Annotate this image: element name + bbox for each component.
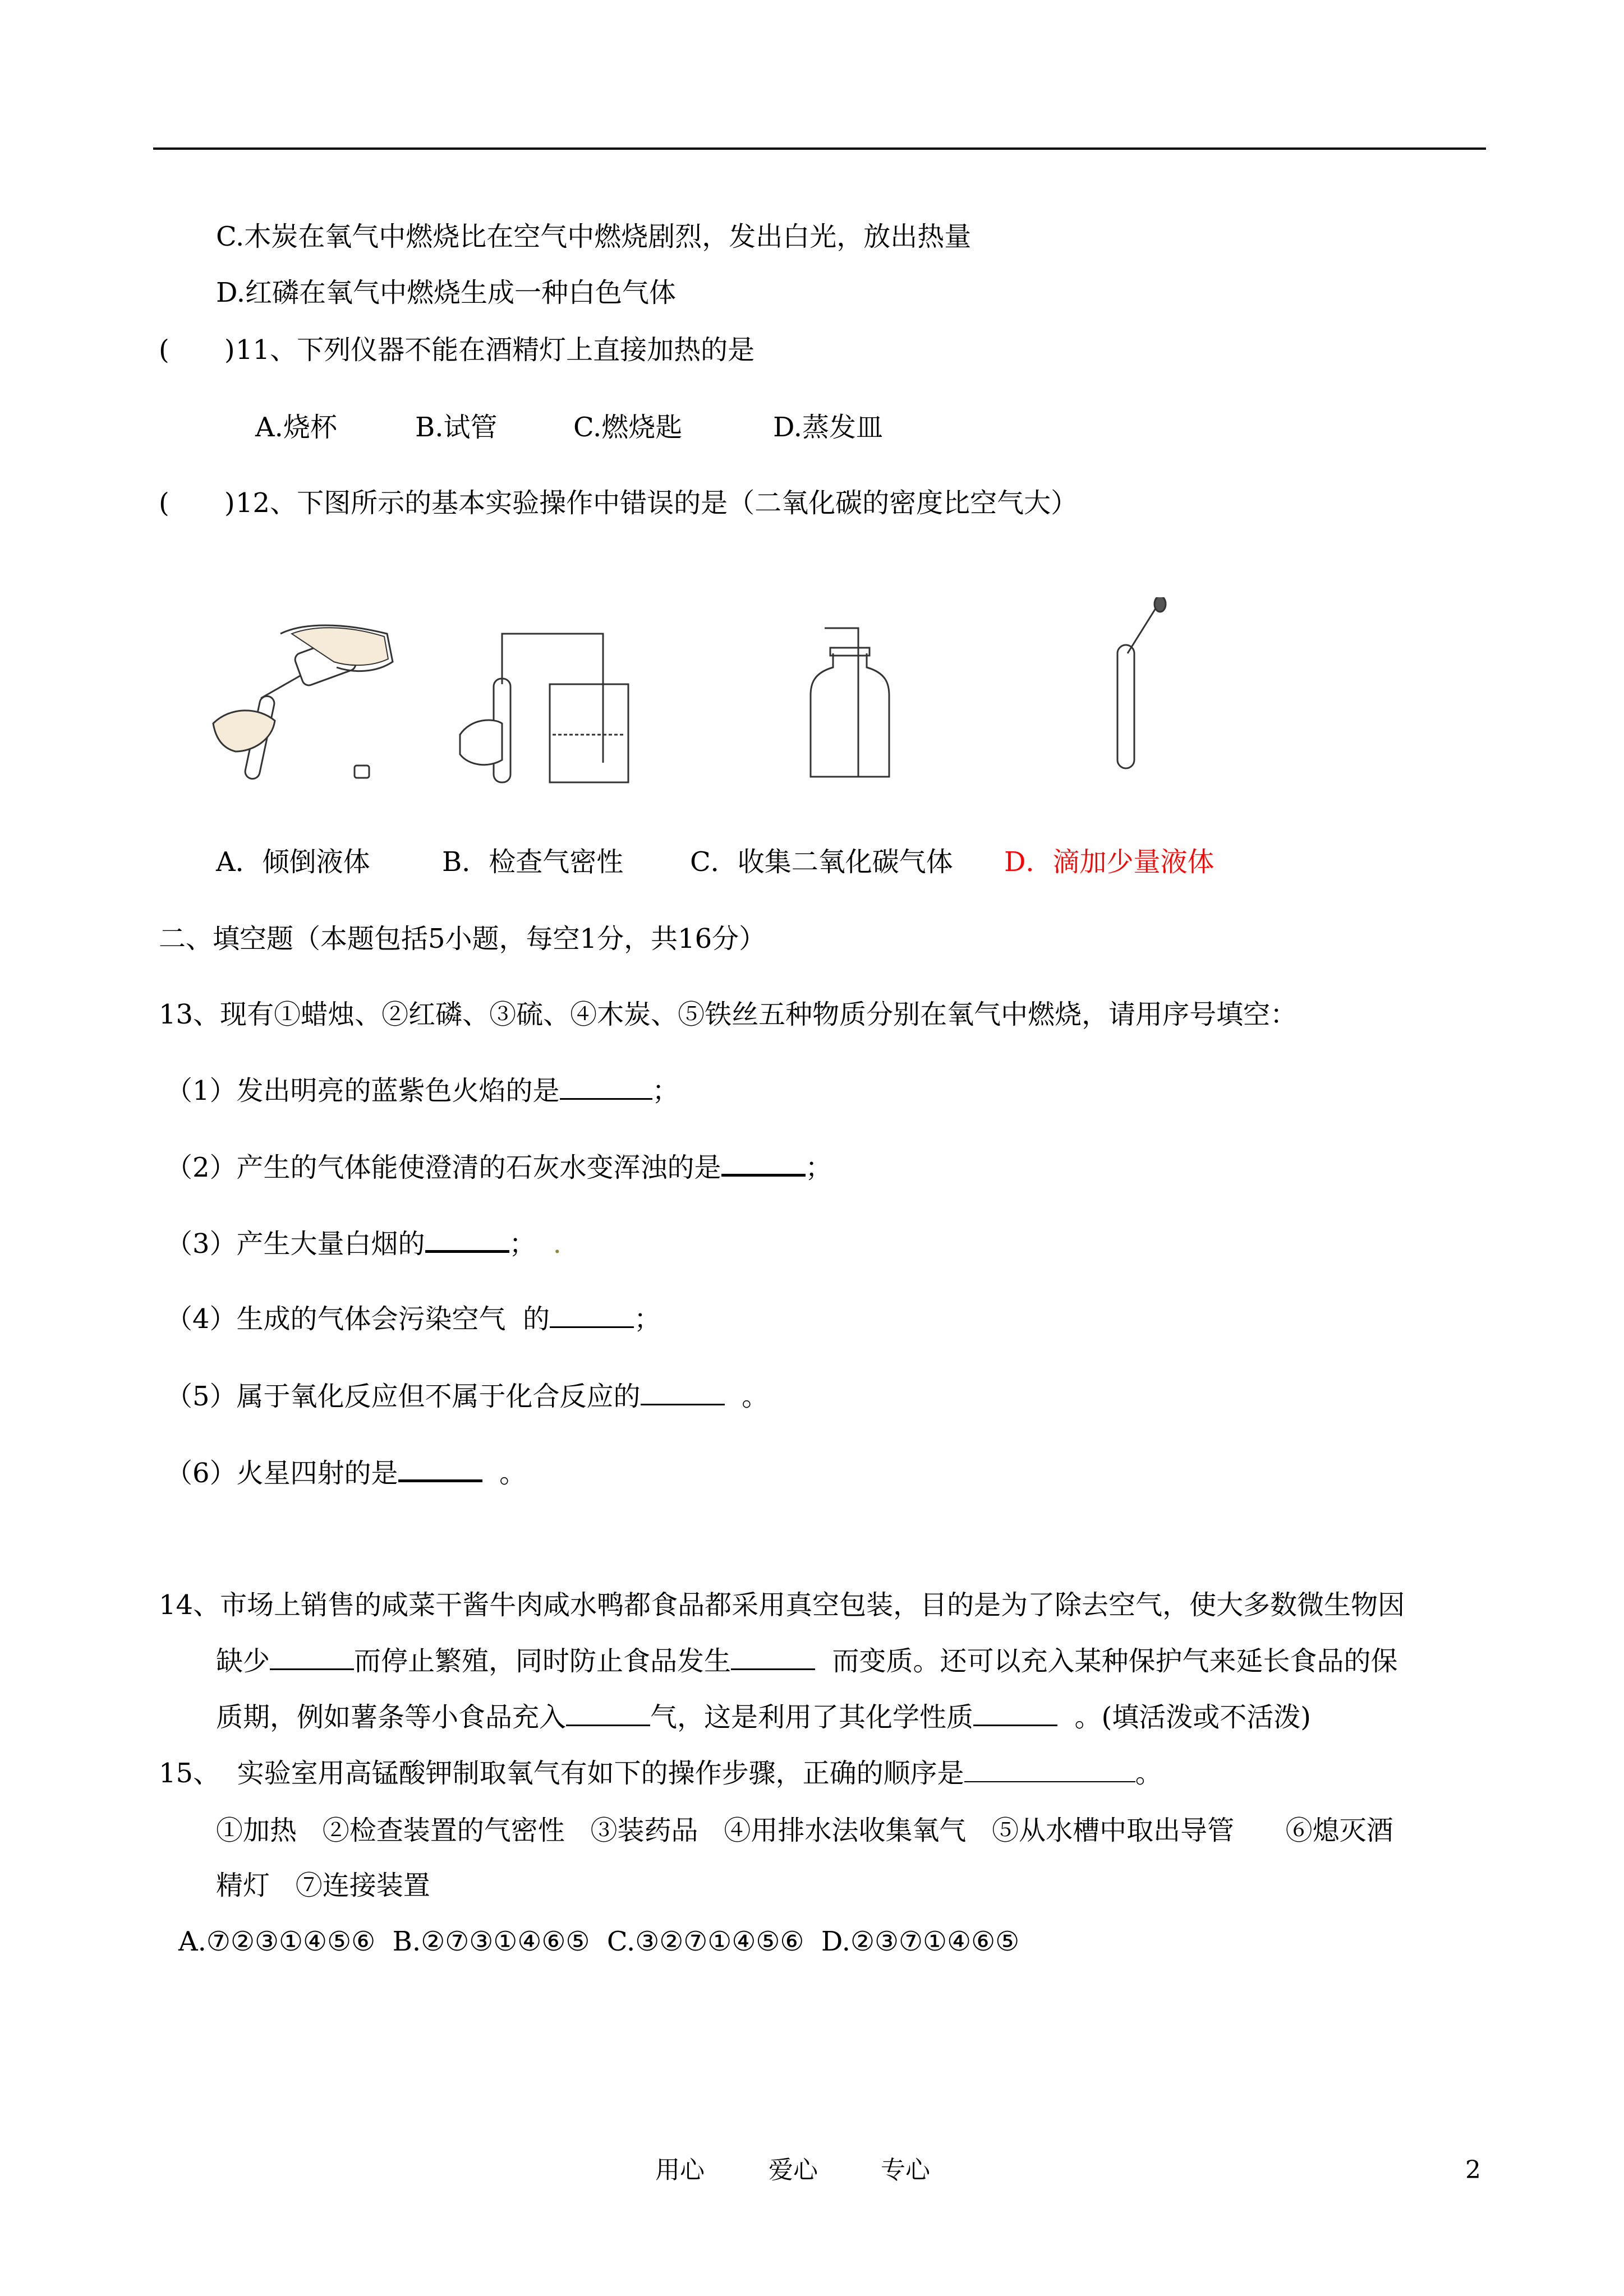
answer-blank[interactable] — [398, 1455, 482, 1482]
footer-slogan-1: 用心 — [655, 2156, 705, 2184]
answer-blank[interactable] — [641, 1379, 725, 1405]
q11-option-c: C.燃烧匙 — [573, 412, 683, 443]
dropper-test-tube-icon — [1111, 597, 1172, 777]
q13-item-6: （6）火星四射的是 。 — [165, 1455, 526, 1491]
answer-blank[interactable] — [270, 1644, 354, 1670]
q11-option-d: D.蒸发皿 — [773, 412, 884, 443]
q13-stem: 13、现有①蜡烛、②红磷、③硫、④木炭、⑤铁丝五种物质分别在氧气中燃烧，请用序号填空： — [159, 999, 1298, 1030]
answer-blank[interactable] — [550, 1302, 634, 1328]
gas-collection-bottle-icon — [802, 617, 898, 785]
stray-mark: . — [553, 1228, 562, 1260]
q14-line-1: 14、市场上销售的咸菜干酱牛肉咸水鸭都食品都采用真空包装，目的是为了除去空气，使大多数微生物因 — [159, 1589, 1405, 1621]
q15-steps-line-2: 精灯 ⑦连接装置 — [216, 1870, 430, 1901]
q12-stem: 12、下图所示的基本实验操作中错误的是（二氧化碳的密度比空气大） — [236, 487, 1078, 519]
q10-option-c: C.木炭在氧气中燃烧比在空气中燃烧剧烈，发出白光，放出热量 — [216, 221, 972, 252]
answer-blank[interactable] — [425, 1225, 509, 1253]
q15-options: A.⑦②③①④⑤⑥ B.②⑦③①④⑥⑤ C.③②⑦①④⑤⑥ D.②③⑦①④⑥⑤ — [178, 1926, 1020, 1957]
answer-blank[interactable] — [721, 1149, 806, 1177]
answer-blank[interactable] — [566, 1700, 650, 1726]
q13-item-1: （1）发出明亮的蓝紫色火焰的是 ； — [165, 1073, 679, 1109]
q12-caption-c: C．收集二氧化碳气体 — [690, 846, 953, 878]
q11-option-b: B.试管 — [415, 412, 498, 443]
answer-blank[interactable] — [560, 1073, 652, 1100]
q12-paren-close: ) — [224, 487, 235, 519]
q10-option-d: D.红磷在氧气中燃烧生成一种白色气体 — [216, 277, 677, 308]
q11-stem: 11、下列仪器不能在酒精灯上直接加热的是 — [236, 334, 755, 366]
answer-blank[interactable] — [964, 1756, 1135, 1782]
q14-line-2: 缺少 而停止繁殖，同时防止食品发生 而变质。还可以充入某种保护气来延长食品的保 — [216, 1643, 1398, 1679]
footer-slogan-3: 专心 — [881, 2156, 930, 2184]
page-number: 2 — [1465, 2156, 1481, 2184]
section-heading: 二、填空题（本题包括5小题，每空1分，共16分） — [159, 923, 766, 955]
answer-blank[interactable] — [731, 1644, 815, 1670]
q11-option-a: A.烧杯 — [255, 412, 337, 443]
q11-paren-open: ( — [159, 334, 169, 366]
footer-slogan-2: 爱心 — [769, 2156, 818, 2184]
q14-line-3: 质期，例如薯条等小食品充入 气，这是利用了其化学性质 。(填活泼或不活泼) — [216, 1699, 1311, 1735]
q11-paren-close: ) — [224, 334, 235, 366]
q12-caption-a: A．倾倒液体 — [216, 846, 370, 878]
q13-item-2: （2）产生的气体能使澄清的石灰水变浑浊的是 ； — [165, 1149, 832, 1186]
q12-caption-d: D．滴加少量液体 — [1004, 846, 1214, 878]
q12-paren-open: ( — [159, 487, 169, 519]
q13-item-5: （5）属于氧化反应但不属于化合反应的 。 — [165, 1378, 769, 1414]
q15-steps-line-1: ①加热 ②检查装置的气密性 ③装药品 ④用排水法收集氧气 ⑤从水槽中取出导管 ⑥熄灭酒 — [216, 1815, 1393, 1846]
q12-caption-b: B．检查气密性 — [442, 846, 624, 878]
q15-stem: 15、 实验室用高锰酸钾制取氧气有如下的操作步骤，正确的顺序是 。 — [159, 1758, 1162, 1789]
header-rule — [153, 147, 1486, 150]
q13-item-3: （3）产生大量白烟的 ； . — [165, 1225, 562, 1262]
airtightness-check-icon — [449, 623, 634, 785]
q13-item-4: （4）生成的气体会污染空气 的 ； — [165, 1301, 661, 1337]
pouring-liquid-icon — [208, 623, 398, 791]
answer-blank[interactable] — [973, 1700, 1057, 1726]
